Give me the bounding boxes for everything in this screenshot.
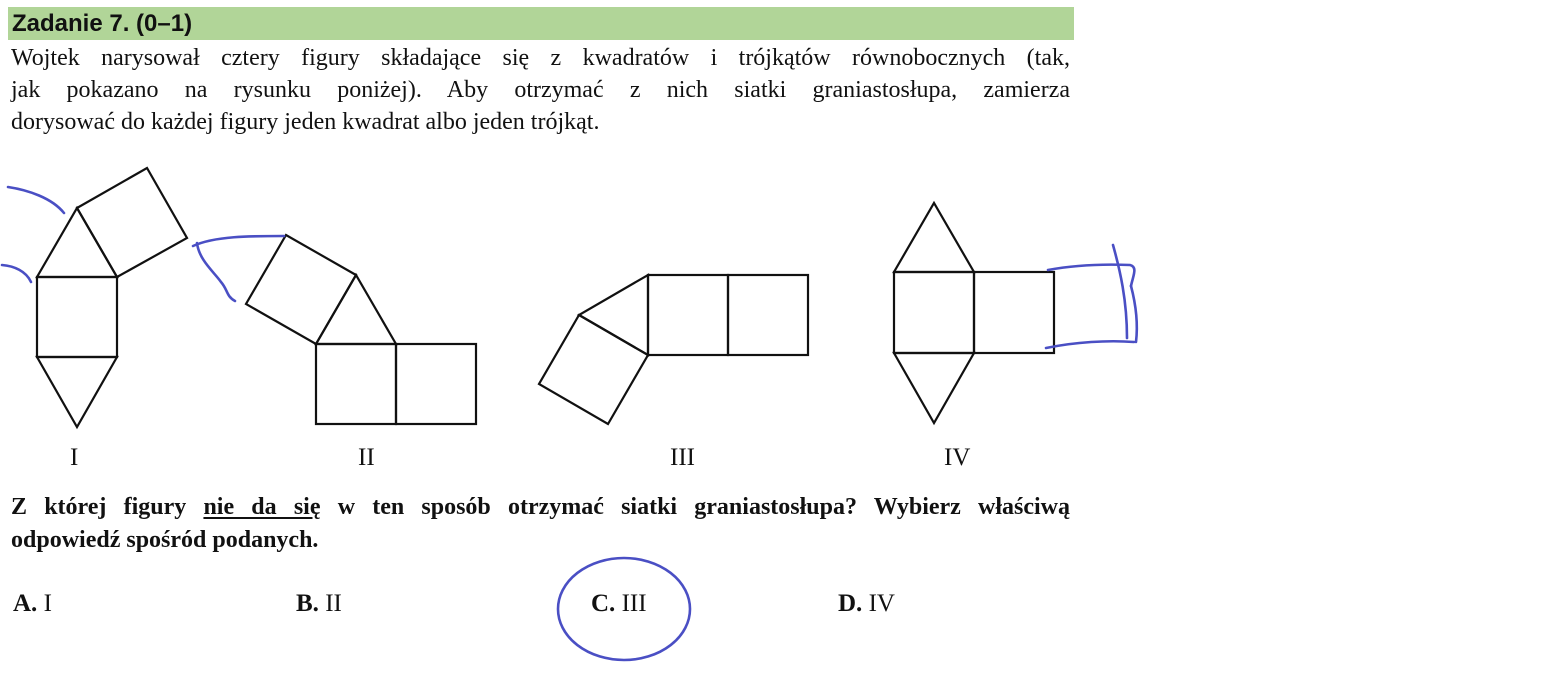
figure-label-2: II xyxy=(358,444,375,471)
intro-line-2: jak pokazano na rysunku poniżej). Aby otrzymać z nich siatki graniastosłupa, zamierza xyxy=(11,77,1070,103)
figure-4-triangle-top xyxy=(894,203,974,272)
figure-1-triangle-top xyxy=(37,208,117,277)
figure-1-triangle-bottom xyxy=(37,357,117,427)
ink-stroke-figure-1-left xyxy=(2,265,31,282)
figure-2-square-tilted xyxy=(246,235,356,344)
figure-1-square xyxy=(37,277,117,357)
answer-option-a[interactable] xyxy=(13,588,52,620)
question-part-2: w ten sposób otrzymać siatki graniastosłupa? Wybierz właściwą xyxy=(320,494,1070,520)
figure-label-1: I xyxy=(70,444,79,471)
ink-stroke-figure-4-side-a xyxy=(1113,245,1127,338)
answer-option-d-value: IV xyxy=(868,590,895,617)
answer-option-c[interactable] xyxy=(591,588,647,620)
task-title: Zadanie 7. (0–1) xyxy=(12,10,193,37)
answer-option-a-letter: A. xyxy=(13,590,38,617)
answer-option-c-value: III xyxy=(621,590,647,617)
intro-line-3: dorysować do każdej figury jeden kwadrat albo jeden trójkąt. xyxy=(11,109,600,135)
question-line-2: odpowiedź spośród podanych. xyxy=(11,527,319,553)
answer-option-b-letter: B. xyxy=(296,590,319,617)
figure-2-square-right xyxy=(396,344,476,424)
question-emphasis: nie da się xyxy=(203,494,321,520)
figure-4-square-right xyxy=(974,272,1054,353)
answer-option-d-letter: D. xyxy=(838,590,863,617)
figure-3 xyxy=(539,275,808,424)
figure-3-square-tilted xyxy=(539,315,648,424)
figure-label-3: III xyxy=(670,444,695,471)
intro-line-1: Wojtek narysował cztery figury składające się z kwadratów i trójkątów równobocznych (tak, xyxy=(11,45,1070,71)
figure-2-square-left xyxy=(316,344,396,424)
figure-1-square-tilted xyxy=(77,168,187,277)
figure-3-square-left xyxy=(648,275,728,355)
answer-option-b[interactable] xyxy=(296,588,342,620)
answer-option-d[interactable] xyxy=(838,588,895,620)
ink-stroke-figure-2-side xyxy=(197,243,235,301)
figure-2-triangle xyxy=(316,275,396,344)
ink-stroke-figure-1-top xyxy=(8,187,64,213)
figure-4-triangle-bottom xyxy=(894,353,974,423)
ink-stroke-figure-4-bottom xyxy=(1046,341,1134,348)
answer-option-c-letter: C. xyxy=(591,590,616,617)
figure-label-4: IV xyxy=(944,444,971,471)
ink-stroke-figure-4-side-b xyxy=(1131,286,1137,342)
question-text xyxy=(11,491,1070,557)
question-line-1 xyxy=(11,491,1070,524)
figure-4-square-left xyxy=(894,272,974,353)
figure-2 xyxy=(246,235,476,424)
figure-4 xyxy=(894,203,1054,423)
figure-3-square-right xyxy=(728,275,808,355)
ink-stroke-figure-2-top xyxy=(193,236,284,246)
question-part-1: Z której figury xyxy=(11,494,204,520)
answer-option-a-value: I xyxy=(43,590,52,617)
answer-option-b-value: II xyxy=(325,590,342,617)
figure-3-triangle xyxy=(579,275,648,355)
